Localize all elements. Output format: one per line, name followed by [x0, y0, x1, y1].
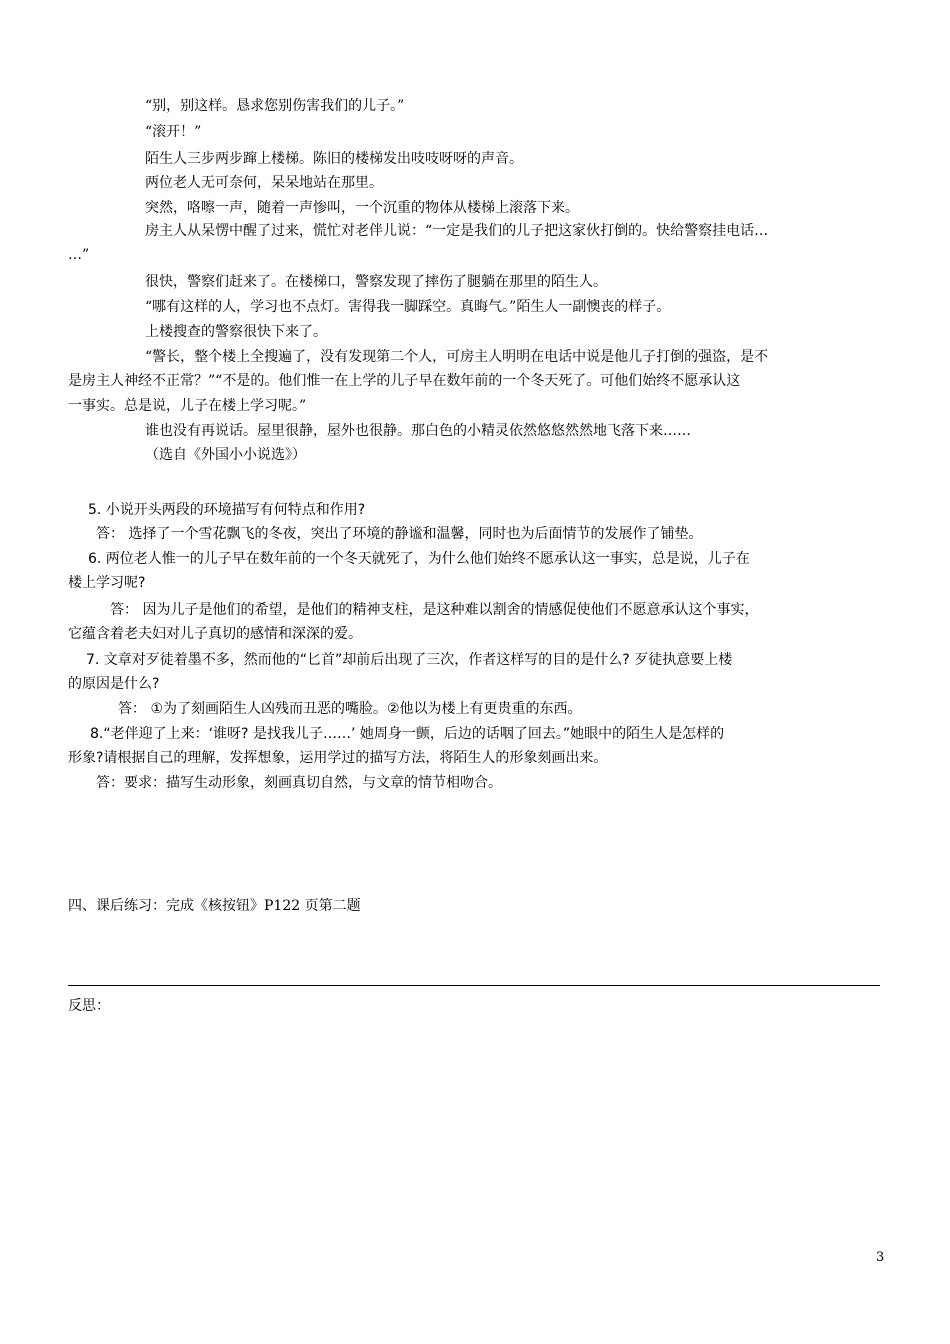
story-paragraph: 房主人从呆愣中醒了过来，慌忙对老伴儿说：“一定是我们的儿子把这家伙打倒的。快给警察挂电话… — [145, 223, 769, 239]
reflection-label: 反思： — [68, 998, 110, 1014]
question-7: 7. 文章对歹徒着墨不多，然而他的“匕首”却前后出现了三次，作者这样写的目的是什么? 歹徒执意要上楼 — [86, 652, 733, 668]
question-6-continuation: 楼上学习呢? — [68, 575, 146, 591]
story-paragraph: “滚开！” — [145, 124, 202, 140]
story-paragraph-continuation: 一事实。总是说，儿子在楼上学习呢。” — [68, 398, 307, 414]
story-paragraph: “别，别这样。恳求您别伤害我们的儿子。” — [145, 98, 405, 114]
story-paragraph: 两位老人无可奈何，呆呆地站在那里。 — [145, 175, 383, 191]
page-number: 3 — [876, 1250, 885, 1265]
story-paragraph: “哪有这样的人，学习也不点灯。害得我一脚踩空。真晦气。”陌生人一副懊丧的样子。 — [145, 299, 671, 315]
story-paragraph: 陌生人三步两步蹿上楼梯。陈旧的楼梯发出吱吱呀呀的声音。 — [145, 151, 523, 167]
story-paragraph-continuation: …” — [68, 247, 90, 263]
answer-6-continuation: 它蕴含着老夫妇对儿子真切的感情和深深的爱。 — [68, 626, 362, 642]
story-paragraph: “警长，整个楼上全搜遍了，没有发现第二个人，可房主人明明在电话中说是他儿子打倒的强盗，是不 — [145, 349, 769, 365]
section-divider — [68, 985, 880, 986]
question-7-continuation: 的原因是什么? — [68, 676, 160, 692]
story-paragraph-continuation: 是房主人神经不正常？”“不是的。他们惟一在上学的儿子早在数年前的一个冬天死了。可他们始终不愿承认这 — [68, 373, 741, 389]
question-5: 5. 小说开头两段的环境描写有何特点和作用? — [88, 502, 366, 518]
answer-8: 答：要求：描写生动形象，刻画真切自然，与文章的情节相吻合。 — [96, 775, 502, 791]
story-source: （选自《外国小小说选》） — [145, 447, 306, 463]
answer-6: 答： 因为儿子是他们的希望，是他们的精神支柱，是这种难以割舍的情感促使他们不愿意承认这个事实， — [110, 602, 759, 618]
answer-7: 答： ①为了刻画陌生人凶残而丑恶的嘴脸。②他以为楼上有更贵重的东西。 — [118, 701, 582, 717]
story-paragraph: 上楼搜查的警察很快下来了。 — [145, 324, 327, 340]
answer-5: 答： 选择了一个雪花飘飞的冬夜，突出了环境的静谧和温馨，同时也为后面情节的发展作了铺垫。 — [96, 526, 703, 542]
story-paragraph: 突然，咯嚓一声，随着一声惨叫，一个沉重的物体从楼梯上滚落下来。 — [145, 200, 579, 216]
question-8-continuation: 形象?请根据自己的理解，发挥想象，运用学过的描写方法，将陌生人的形象刻画出来。 — [68, 750, 608, 766]
story-paragraph: 谁也没有再说话。屋里很静，屋外也很静。那白色的小精灵依然悠悠然然地飞落下来…… — [145, 423, 691, 439]
question-8: 8.“老伴迎了上来：‘谁呀? 是找我儿子……’ 她周身一颤，后边的话咽了回去。”她眼中的陌生人是怎样的 — [90, 726, 725, 742]
story-paragraph: 很快，警察们赶来了。在楼梯口，警察发现了摔伤了腿躺在那里的陌生人。 — [145, 274, 607, 290]
homework-assignment: 四、课后练习：完成《核按钮》P122 页第二题 — [68, 898, 361, 914]
question-6: 6. 两位老人惟一的儿子早在数年前的一个冬天就死了，为什么他们始终不愿承认这一事实，总是说，儿子在 — [88, 551, 750, 567]
